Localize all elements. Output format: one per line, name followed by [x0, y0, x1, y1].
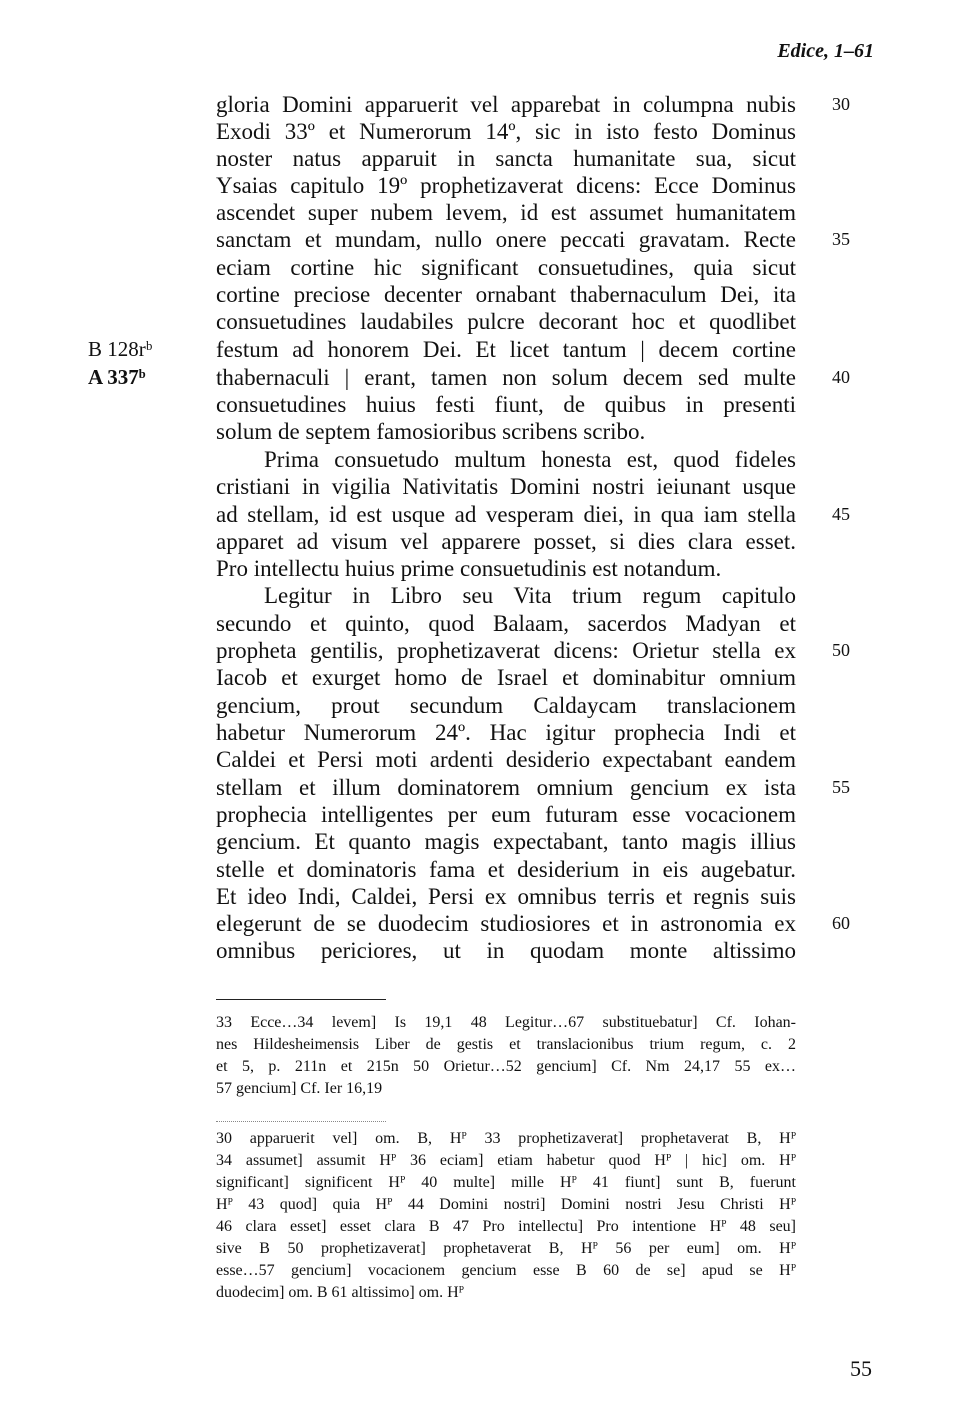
critical-apparatus-line: duodecim] om. B 61 altissimo] om. Hᴾ [216, 1284, 464, 1301]
text-line: stellam et illum dominatorem omnium gencium ex ista [216, 775, 796, 800]
text-line: Et ideo Indi, Caldei, Persi ex omnibus terris et regnis suis [216, 884, 796, 909]
text-line: consuetudines huius festi fiunt, de quibus in presenti [216, 392, 796, 417]
text-line: Legitur in Libro seu Vita trium regum capitulo [264, 583, 796, 608]
text-line: elegerunt de se duodecim studiosiores et in astronomia ex [216, 911, 796, 936]
text-line: secundo et quinto, quod Balaam, sacerdos Madyan et [216, 611, 796, 636]
text-line: Pro intellectu huius prime consuetudinis est notandum. [216, 556, 722, 581]
text-line: Iacob et exurget homo de Israel et dominabitur omnium [216, 665, 796, 690]
text-line: Caldei et Persi moti ardenti desiderio expectabant eandem [216, 747, 796, 772]
page-number: 55 [850, 1356, 872, 1381]
text-line: festum ad honorem Dei. Et licet tantum | decem cortine [216, 337, 796, 362]
line-number: 35 [832, 229, 850, 249]
text-line: Prima consuetudo multum honesta est, quod fideles [264, 447, 796, 472]
source-apparatus-line: nes Hildesheimensis Liber de gestis et translacionibus trium regum, c. 2 [216, 1036, 796, 1053]
text-line: solum de septem famosioribus scribens scribo. [216, 419, 646, 444]
running-head: Edice, 1–61 [777, 40, 874, 62]
line-number: 30 [832, 94, 850, 114]
line-number: 60 [832, 913, 850, 933]
critical-apparatus-line: 30 apparuerit vel] om. B, Hᴾ 33 prophetizaverat] prophetaverat B, Hᴾ [216, 1130, 796, 1147]
line-number: 45 [832, 504, 850, 524]
source-apparatus-line: 33 Ecce…34 levem] Is 19,1 48 Legitur…67 substituebatur] Cf. Iohan- [216, 1014, 796, 1031]
critical-apparatus-line: esse…57 gencium] vocacionem gencium esse B 60 de se] apud se Hᴾ [216, 1262, 796, 1279]
source-apparatus-line: 57 gencium] Cf. Ier 16,19 [216, 1080, 383, 1097]
text-line: noster natus apparuit in sancta humanitate sua, sicut [216, 146, 796, 171]
line-number: 50 [832, 640, 850, 660]
line-number: 40 [832, 367, 850, 387]
text-line: habetur Numerorum 24º. Hac igitur prophecia Indi et [216, 720, 796, 745]
text-line: cristiani in vigilia Nativitatis Domini nostri ieiunant usque [216, 474, 796, 499]
text-line: cortine preciose decenter ornabant thabernaculum Dei, ita [216, 282, 796, 307]
text-line: thabernaculi | erant, tamen non solum decem sed multe [216, 365, 796, 390]
text-line: Exodi 33º et Numerorum 14º, sic in isto festo Dominus [216, 119, 796, 144]
critical-apparatus-line: Hᴾ 43 quod] quia Hᴾ 44 Domini nostri] Domini nostri Jesu Christi Hᴾ [216, 1196, 796, 1213]
text-line: omnibus periciores, ut in quodam monte altissimo [216, 938, 796, 963]
line-number: 55 [832, 777, 850, 797]
text-line: gloria Domini apparuerit vel apparebat in columpna nubis [216, 92, 796, 117]
text-line: ascendet super nubem levem, id est assumet humanitatem [216, 200, 796, 225]
margin-siglum-a: A 337ᵇ [88, 365, 146, 389]
apparatus-rule [216, 1121, 386, 1122]
text-line: consuetudines laudabiles pulcre decorant hoc et quodlibet [216, 309, 796, 334]
text-line: eciam cortine hic significant consuetudines, quia sicut [216, 255, 796, 280]
critical-apparatus-line: significant] significent Hᴾ 40 multe] mille Hᴾ 41 fiunt] sunt B, fuerunt [216, 1174, 796, 1191]
text-line: ad stellam, id est usque ad vesperam diei, in qua iam stella [216, 502, 796, 527]
source-apparatus-line: et 5, p. 211n et 215n 50 Orietur…52 gencium] Cf. Nm 24,17 55 ex… [216, 1058, 796, 1075]
text-line: Ysaias capitulo 19º prophetizaverat dicens: Ecce Dominus [216, 173, 796, 198]
text-line: gencium, prout secundum Caldaycam translacionem [216, 693, 796, 718]
text-line: propheta gentilis, prophetizaverat dicens: Orietur stella ex [216, 638, 796, 663]
text-line: prophecia intelligentes per eum futuram esse vocacionem [216, 802, 796, 827]
text-line: gencium. Et quanto magis expectabant, tanto magis illius [216, 829, 796, 854]
text-line: apparet ad visum vel apparere posset, si dies clara esset. [216, 529, 796, 554]
text-line: stelle et dominatoris fama et desiderium in eis augebatur. [216, 857, 796, 882]
critical-apparatus-line: sive B 50 prophetizaverat] prophetaverat B, Hᴾ 56 per eum] om. Hᴾ [216, 1240, 796, 1257]
footnote-rule [216, 999, 386, 1000]
text-line: sanctam et mundam, nullo onere peccati gravatam. Recte [216, 227, 796, 252]
critical-apparatus-line: 34 assumet] assumit Hᴾ 36 eciam] etiam habetur quod Hᴾ | hic] om. Hᴾ [216, 1152, 796, 1169]
margin-siglum-b: B 128rᵇ [88, 337, 153, 361]
critical-apparatus-line: 46 clara esset] esset clara B 47 Pro intellectu] Pro intentione Hᴾ 48 seu] [216, 1218, 796, 1235]
